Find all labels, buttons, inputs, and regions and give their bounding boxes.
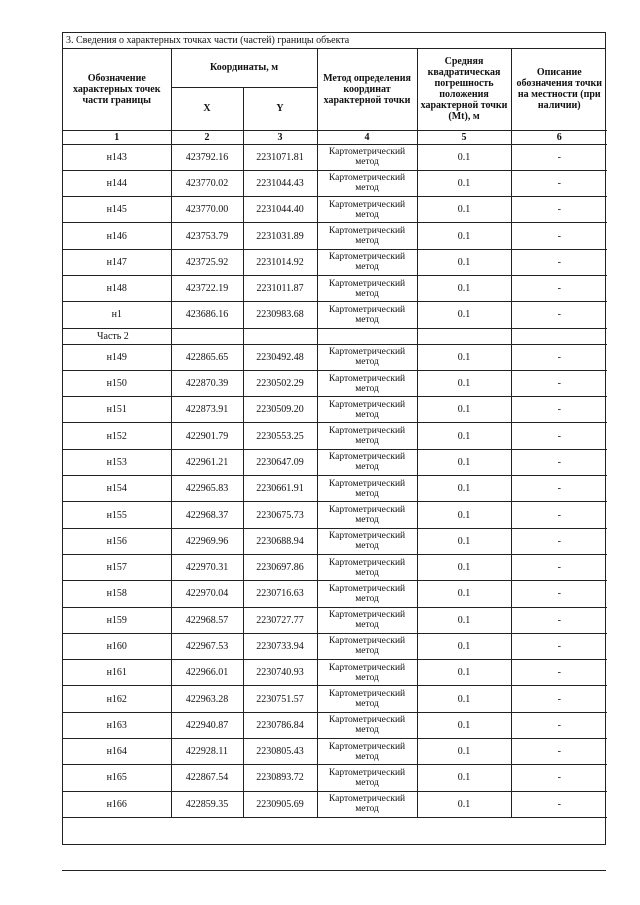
method-cell: Картометрический метод: [317, 739, 417, 765]
table-row: [63, 370, 607, 396]
table-row: [63, 633, 607, 659]
table-row: [63, 791, 607, 817]
error-cell: 0.1: [417, 791, 511, 817]
table-row: [63, 660, 607, 686]
column-number: 1: [63, 130, 171, 144]
coord-x: 422963.28: [171, 686, 243, 712]
column-number: 6: [511, 130, 607, 144]
error-cell: 0.1: [417, 397, 511, 423]
error-cell: 0.1: [417, 249, 511, 275]
point-id: н146: [63, 223, 171, 249]
description-cell: -: [511, 144, 607, 170]
point-id: н155: [63, 502, 171, 528]
description-cell: -: [511, 397, 607, 423]
method-cell: Картометрический метод: [317, 370, 417, 396]
coord-x: 422968.57: [171, 607, 243, 633]
error-cell: 0.1: [417, 554, 511, 580]
table-row: [63, 765, 607, 791]
description-cell: -: [511, 660, 607, 686]
description-cell: -: [511, 712, 607, 738]
table-row: [63, 170, 607, 196]
coord-x: 422970.31: [171, 554, 243, 580]
method-cell: Картометрический метод: [317, 476, 417, 502]
header-method: Метод определения координат характерной точки: [317, 49, 417, 130]
point-id: н163: [63, 712, 171, 738]
coord-y: 2230727.77: [243, 607, 317, 633]
error-cell: 0.1: [417, 712, 511, 738]
coord-x: 422965.83: [171, 476, 243, 502]
coord-y: 2230893.72: [243, 765, 317, 791]
error-cell: 0.1: [417, 144, 511, 170]
point-id: н151: [63, 397, 171, 423]
coord-x: 423722.19: [171, 275, 243, 301]
coord-x: 422970.04: [171, 581, 243, 607]
error-cell: 0.1: [417, 170, 511, 196]
point-id: н166: [63, 791, 171, 817]
coord-x: 423770.02: [171, 170, 243, 196]
table-row: [63, 423, 607, 449]
table-row: [63, 302, 607, 328]
point-id: н162: [63, 686, 171, 712]
error-cell: 0.1: [417, 449, 511, 475]
point-id: н143: [63, 144, 171, 170]
coord-x: 422940.87: [171, 712, 243, 738]
coord-y: 2230492.48: [243, 344, 317, 370]
description-cell: -: [511, 791, 607, 817]
description-cell: -: [511, 528, 607, 554]
method-cell: Картометрический метод: [317, 170, 417, 196]
method-cell: Картометрический метод: [317, 528, 417, 554]
coord-x: 422969.96: [171, 528, 243, 554]
error-cell: 0.1: [417, 502, 511, 528]
table-row: [63, 712, 607, 738]
method-cell: Картометрический метод: [317, 554, 417, 580]
method-cell: Картометрический метод: [317, 581, 417, 607]
table-row: [63, 476, 607, 502]
coord-y: 2231044.43: [243, 170, 317, 196]
points-table: [63, 49, 607, 818]
coord-x: 423792.16: [171, 144, 243, 170]
document-sheet: [62, 32, 606, 845]
description-cell: -: [511, 423, 607, 449]
coord-x: 423725.92: [171, 249, 243, 275]
method-cell: Картометрический метод: [317, 660, 417, 686]
header-y: Y: [243, 87, 317, 130]
coord-y: 2230661.91: [243, 476, 317, 502]
section-caption: 3. Сведения о характерных точках части (частей) границы объекта: [63, 33, 605, 49]
table-row: [63, 528, 607, 554]
coord-x: 422928.11: [171, 739, 243, 765]
error-cell: 0.1: [417, 344, 511, 370]
coord-x: 422966.01: [171, 660, 243, 686]
table-row: [63, 554, 607, 580]
method-cell: Картометрический метод: [317, 686, 417, 712]
point-id: н160: [63, 633, 171, 659]
column-number: 5: [417, 130, 511, 144]
description-cell: -: [511, 302, 607, 328]
table-row: [63, 397, 607, 423]
error-cell: 0.1: [417, 633, 511, 659]
description-cell: -: [511, 502, 607, 528]
coord-y: 2230647.09: [243, 449, 317, 475]
coord-y: 2230675.73: [243, 502, 317, 528]
column-number: 4: [317, 130, 417, 144]
table-row: [63, 739, 607, 765]
error-cell: 0.1: [417, 476, 511, 502]
error-cell: 0.1: [417, 223, 511, 249]
method-cell: Картометрический метод: [317, 633, 417, 659]
error-cell: 0.1: [417, 765, 511, 791]
point-id: н157: [63, 554, 171, 580]
method-cell: Картометрический метод: [317, 791, 417, 817]
coord-x: 422967.53: [171, 633, 243, 659]
part2-rows: [63, 344, 607, 817]
coord-y: 2231011.87: [243, 275, 317, 301]
method-cell: Картометрический метод: [317, 712, 417, 738]
coord-x: 422901.79: [171, 423, 243, 449]
description-cell: -: [511, 739, 607, 765]
description-cell: -: [511, 370, 607, 396]
coord-y: 2230805.43: [243, 739, 317, 765]
point-id: н150: [63, 370, 171, 396]
description-cell: -: [511, 765, 607, 791]
error-cell: 0.1: [417, 686, 511, 712]
coord-x: 422968.37: [171, 502, 243, 528]
table-row: [63, 197, 607, 223]
coord-x: 422870.39: [171, 370, 243, 396]
description-cell: -: [511, 275, 607, 301]
error-cell: 0.1: [417, 660, 511, 686]
coord-x: 422867.54: [171, 765, 243, 791]
point-id: н161: [63, 660, 171, 686]
point-id: н153: [63, 449, 171, 475]
table-row: [63, 275, 607, 301]
error-cell: 0.1: [417, 370, 511, 396]
point-id: н149: [63, 344, 171, 370]
point-id: н1: [63, 302, 171, 328]
coord-x: 423753.79: [171, 223, 243, 249]
coord-y: 2231031.89: [243, 223, 317, 249]
header-point-designation: Обозначение характерных точек части границы: [63, 49, 171, 130]
table-row: [63, 249, 607, 275]
error-cell: 0.1: [417, 197, 511, 223]
table-row: [63, 223, 607, 249]
error-cell: 0.1: [417, 423, 511, 449]
table-row: [63, 344, 607, 370]
column-number: 2: [171, 130, 243, 144]
error-cell: 0.1: [417, 302, 511, 328]
coord-y: 2230509.20: [243, 397, 317, 423]
method-cell: Картометрический метод: [317, 502, 417, 528]
description-cell: -: [511, 633, 607, 659]
point-id: н148: [63, 275, 171, 301]
header-x: X: [171, 87, 243, 130]
coord-x: 422961.21: [171, 449, 243, 475]
method-cell: Картометрический метод: [317, 197, 417, 223]
method-cell: Картометрический метод: [317, 423, 417, 449]
description-cell: -: [511, 223, 607, 249]
coord-y: 2230697.86: [243, 554, 317, 580]
description-cell: -: [511, 607, 607, 633]
coord-y: 2230502.29: [243, 370, 317, 396]
point-id: н156: [63, 528, 171, 554]
coord-y: 2230905.69: [243, 791, 317, 817]
coord-y: 2230553.25: [243, 423, 317, 449]
coord-y: 2231071.81: [243, 144, 317, 170]
description-cell: -: [511, 554, 607, 580]
point-id: н154: [63, 476, 171, 502]
table-row: [63, 502, 607, 528]
method-cell: Картометрический метод: [317, 449, 417, 475]
description-cell: -: [511, 170, 607, 196]
part-label: Часть 2: [63, 328, 171, 344]
coord-y: 2230733.94: [243, 633, 317, 659]
method-cell: Картометрический метод: [317, 302, 417, 328]
table-row: [63, 449, 607, 475]
description-cell: -: [511, 686, 607, 712]
method-cell: Картометрический метод: [317, 397, 417, 423]
point-id: н164: [63, 739, 171, 765]
point-id: н145: [63, 197, 171, 223]
method-cell: Картометрический метод: [317, 765, 417, 791]
table-row: [63, 607, 607, 633]
point-id: н165: [63, 765, 171, 791]
description-cell: -: [511, 449, 607, 475]
error-cell: 0.1: [417, 607, 511, 633]
coord-x: 423686.16: [171, 302, 243, 328]
coord-y: 2230983.68: [243, 302, 317, 328]
coord-x: 422873.91: [171, 397, 243, 423]
point-id: н158: [63, 581, 171, 607]
coord-y: 2230786.84: [243, 712, 317, 738]
point-id: н147: [63, 249, 171, 275]
header-error: Средняя квадратическая погрешность положения характерной точки (Mt), м: [417, 49, 511, 130]
coord-y: 2231044.40: [243, 197, 317, 223]
method-cell: Картометрический метод: [317, 144, 417, 170]
coord-x: 422859.35: [171, 791, 243, 817]
coord-x: 422865.65: [171, 344, 243, 370]
header-coordinates: Координаты, м: [171, 49, 317, 87]
part1-rows: [63, 144, 607, 328]
method-cell: Картометрический метод: [317, 275, 417, 301]
description-cell: -: [511, 249, 607, 275]
coord-y: 2230716.63: [243, 581, 317, 607]
point-id: н152: [63, 423, 171, 449]
description-cell: -: [511, 344, 607, 370]
error-cell: 0.1: [417, 739, 511, 765]
method-cell: Картометрический метод: [317, 249, 417, 275]
footer-divider: [62, 870, 606, 871]
coord-x: 423770.00: [171, 197, 243, 223]
error-cell: 0.1: [417, 275, 511, 301]
description-cell: -: [511, 476, 607, 502]
coord-y: 2230740.93: [243, 660, 317, 686]
table-row: [63, 686, 607, 712]
method-cell: Картометрический метод: [317, 344, 417, 370]
table-row: [63, 581, 607, 607]
header-description: Описание обозначения точки на местности (при наличии): [511, 49, 607, 130]
column-number: 3: [243, 130, 317, 144]
part2-header: [63, 328, 607, 344]
description-cell: -: [511, 581, 607, 607]
coord-y: 2231014.92: [243, 249, 317, 275]
coord-y: 2230688.94: [243, 528, 317, 554]
coord-y: 2230751.57: [243, 686, 317, 712]
description-cell: -: [511, 197, 607, 223]
method-cell: Картометрический метод: [317, 607, 417, 633]
point-id: н159: [63, 607, 171, 633]
table-row: [63, 144, 607, 170]
error-cell: 0.1: [417, 528, 511, 554]
method-cell: Картометрический метод: [317, 223, 417, 249]
point-id: н144: [63, 170, 171, 196]
error-cell: 0.1: [417, 581, 511, 607]
